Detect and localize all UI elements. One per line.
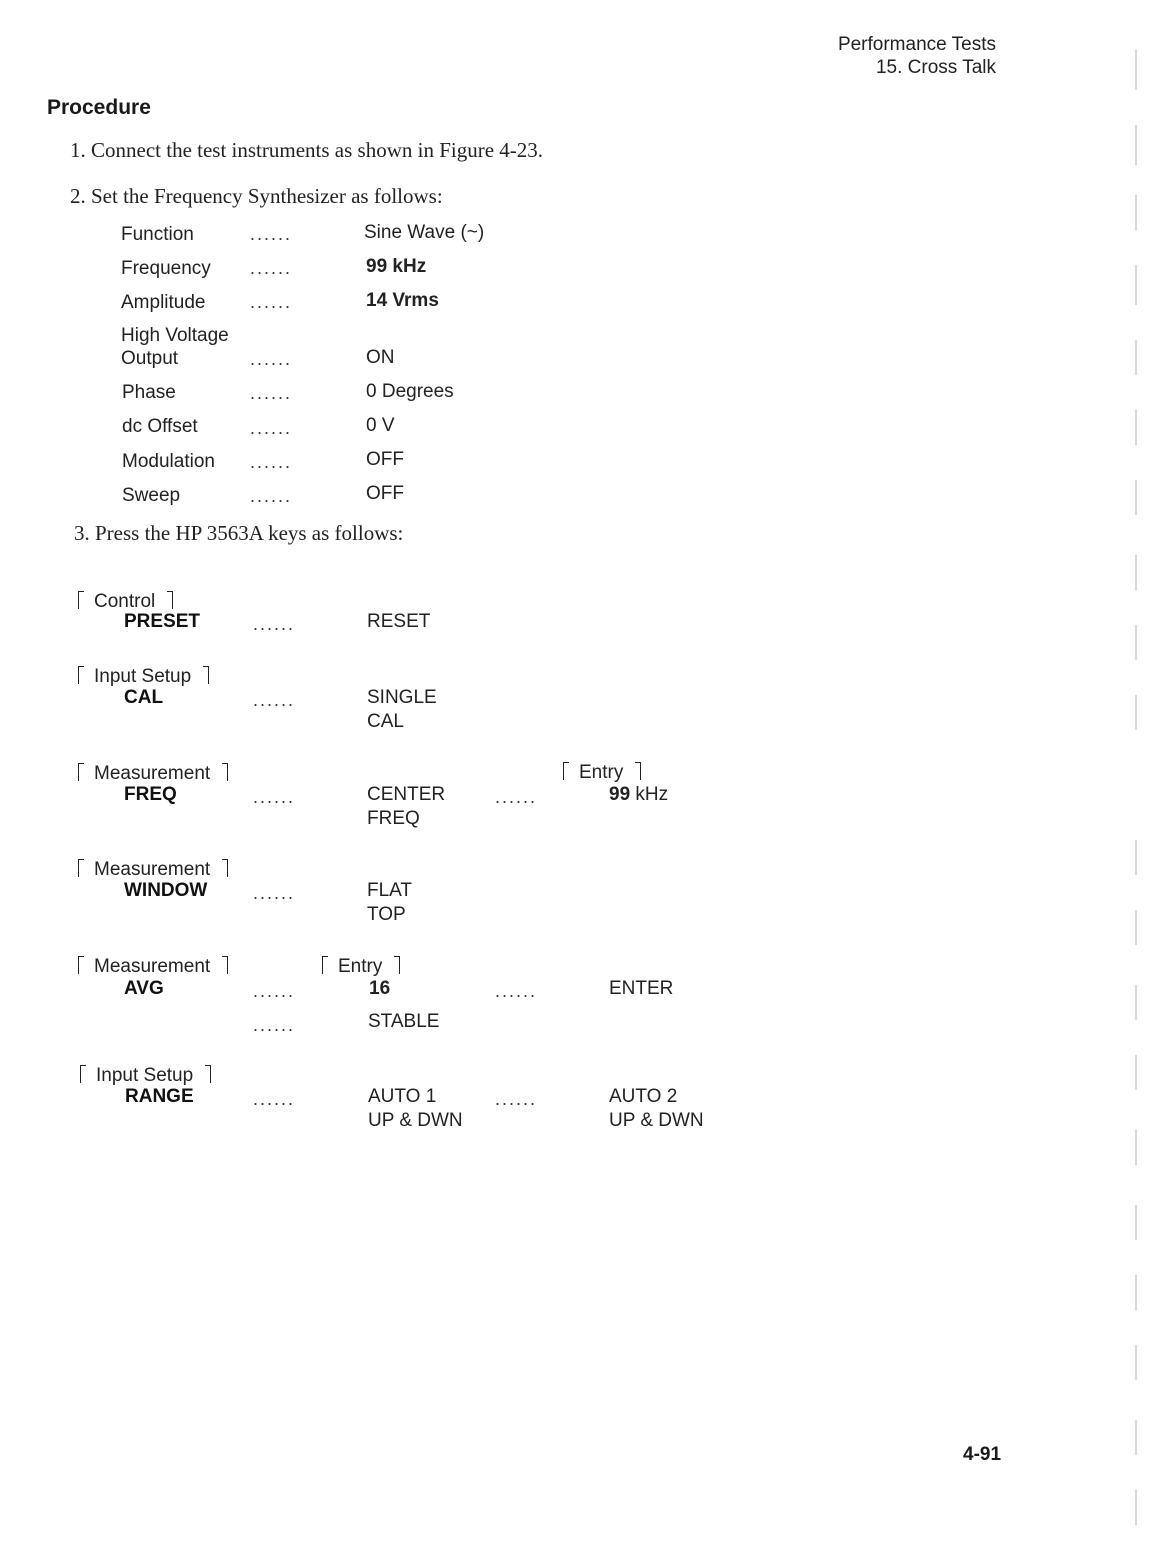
- scan-mark: [1135, 1490, 1137, 1525]
- setting-value-phase: 0 Degrees: [366, 381, 454, 402]
- setting-dots: ......: [250, 258, 293, 278]
- setting-value-modulation: OFF: [366, 449, 404, 470]
- scan-mark: [1135, 625, 1137, 660]
- scan-mark: [1135, 125, 1137, 165]
- scan-mark: [1135, 910, 1137, 945]
- key-dots: ......: [253, 1015, 296, 1035]
- scan-mark: [1135, 695, 1137, 730]
- key-range: RANGE: [125, 1086, 194, 1107]
- setting-label-phase: Phase: [122, 382, 176, 403]
- header-section: Performance Tests: [837, 34, 996, 55]
- menu-entry: Entry: [322, 954, 400, 978]
- header-subsection: 15. Cross Talk: [875, 57, 996, 78]
- scan-mark: [1135, 1205, 1137, 1240]
- key-preset: PRESET: [124, 611, 201, 632]
- scan-mark: [1135, 195, 1137, 230]
- softkey-reset: RESET: [367, 611, 431, 632]
- scan-mark: [1135, 265, 1137, 305]
- key-dots: ......: [253, 614, 296, 634]
- scan-mark: [1135, 840, 1137, 875]
- setting-dots: ......: [250, 452, 293, 472]
- setting-value-amplitude: 14 Vrms: [366, 290, 439, 311]
- key-dots: ......: [253, 883, 296, 903]
- scan-mark: [1135, 1345, 1137, 1380]
- setting-label-output: Output: [121, 348, 179, 369]
- softkey-flat-top: FLAT TOP: [367, 880, 413, 925]
- procedure-title: Procedure: [47, 96, 151, 119]
- setting-label-dc-offset: dc Offset: [122, 416, 198, 437]
- setting-label-function: Function: [121, 224, 194, 245]
- menu-measurement: Measurement: [78, 761, 228, 785]
- menu-input-setup: Input Setup: [78, 664, 209, 688]
- setting-dots: ......: [250, 224, 293, 244]
- scan-mark: [1135, 1130, 1137, 1165]
- setting-label-high-voltage: High Voltage: [121, 325, 229, 346]
- step-1: 1. Connect the test instruments as shown in Figure 4-23.: [70, 138, 544, 162]
- scan-mark: [1135, 555, 1137, 590]
- menu-measurement: Measurement: [78, 954, 228, 978]
- key-dots: ......: [495, 1089, 538, 1109]
- scan-mark: [1135, 1055, 1137, 1090]
- setting-label-amplitude: Amplitude: [121, 292, 206, 313]
- softkey-enter: ENTER: [609, 978, 674, 999]
- softkey-single-cal: SINGLE CAL: [367, 687, 437, 732]
- key-dots: ......: [253, 787, 296, 807]
- key-dots: ......: [495, 981, 538, 1001]
- setting-label-frequency: Frequency: [121, 258, 211, 279]
- setting-dots: ......: [250, 349, 293, 369]
- key-dots: ......: [253, 1089, 296, 1109]
- setting-value-function: Sine Wave (~): [364, 222, 485, 243]
- key-dots: ......: [253, 690, 296, 710]
- entry-value-99khz: 99 kHz: [609, 784, 669, 805]
- key-avg: AVG: [124, 978, 164, 999]
- setting-dots: ......: [250, 383, 293, 403]
- scan-mark: [1135, 340, 1137, 375]
- setting-label-modulation: Modulation: [122, 451, 215, 472]
- setting-value-sweep: OFF: [366, 483, 404, 504]
- scan-mark: [1135, 480, 1137, 515]
- scan-mark: [1135, 1275, 1137, 1310]
- menu-entry: Entry: [563, 760, 641, 784]
- scan-mark: [1135, 985, 1137, 1020]
- softkey-center-freq: CENTER FREQ: [367, 784, 446, 829]
- step-2: 2. Set the Frequency Synthesizer as follows:: [70, 184, 443, 208]
- menu-control: Control: [78, 589, 173, 613]
- softkey-auto1-up-dwn: AUTO 1 UP & DWN: [368, 1086, 463, 1131]
- softkey-auto2-up-dwn: AUTO 2 UP & DWN: [609, 1086, 704, 1131]
- setting-label-sweep: Sweep: [122, 485, 181, 506]
- setting-value-dc-offset: 0 V: [366, 415, 395, 436]
- setting-value-output: ON: [366, 347, 395, 368]
- page-number: 4-91: [963, 1444, 1002, 1465]
- key-cal: CAL: [124, 687, 164, 708]
- scan-mark: [1135, 410, 1137, 445]
- entry-value-16: 16: [369, 978, 391, 999]
- setting-dots: ......: [250, 486, 293, 506]
- key-dots: ......: [495, 787, 538, 807]
- setting-value-frequency: 99 kHz: [366, 256, 427, 277]
- scan-mark: [1135, 1420, 1137, 1455]
- softkey-stable: STABLE: [368, 1011, 440, 1032]
- key-dots: ......: [253, 981, 296, 1001]
- key-window: WINDOW: [124, 880, 208, 901]
- menu-input-setup: Input Setup: [80, 1063, 211, 1087]
- setting-dots: ......: [250, 292, 293, 312]
- key-freq: FREQ: [124, 784, 177, 805]
- step-3: 3. Press the HP 3563A keys as follows:: [74, 521, 404, 545]
- menu-measurement: Measurement: [78, 857, 228, 881]
- scan-mark: [1135, 50, 1137, 90]
- setting-dots: ......: [250, 418, 293, 438]
